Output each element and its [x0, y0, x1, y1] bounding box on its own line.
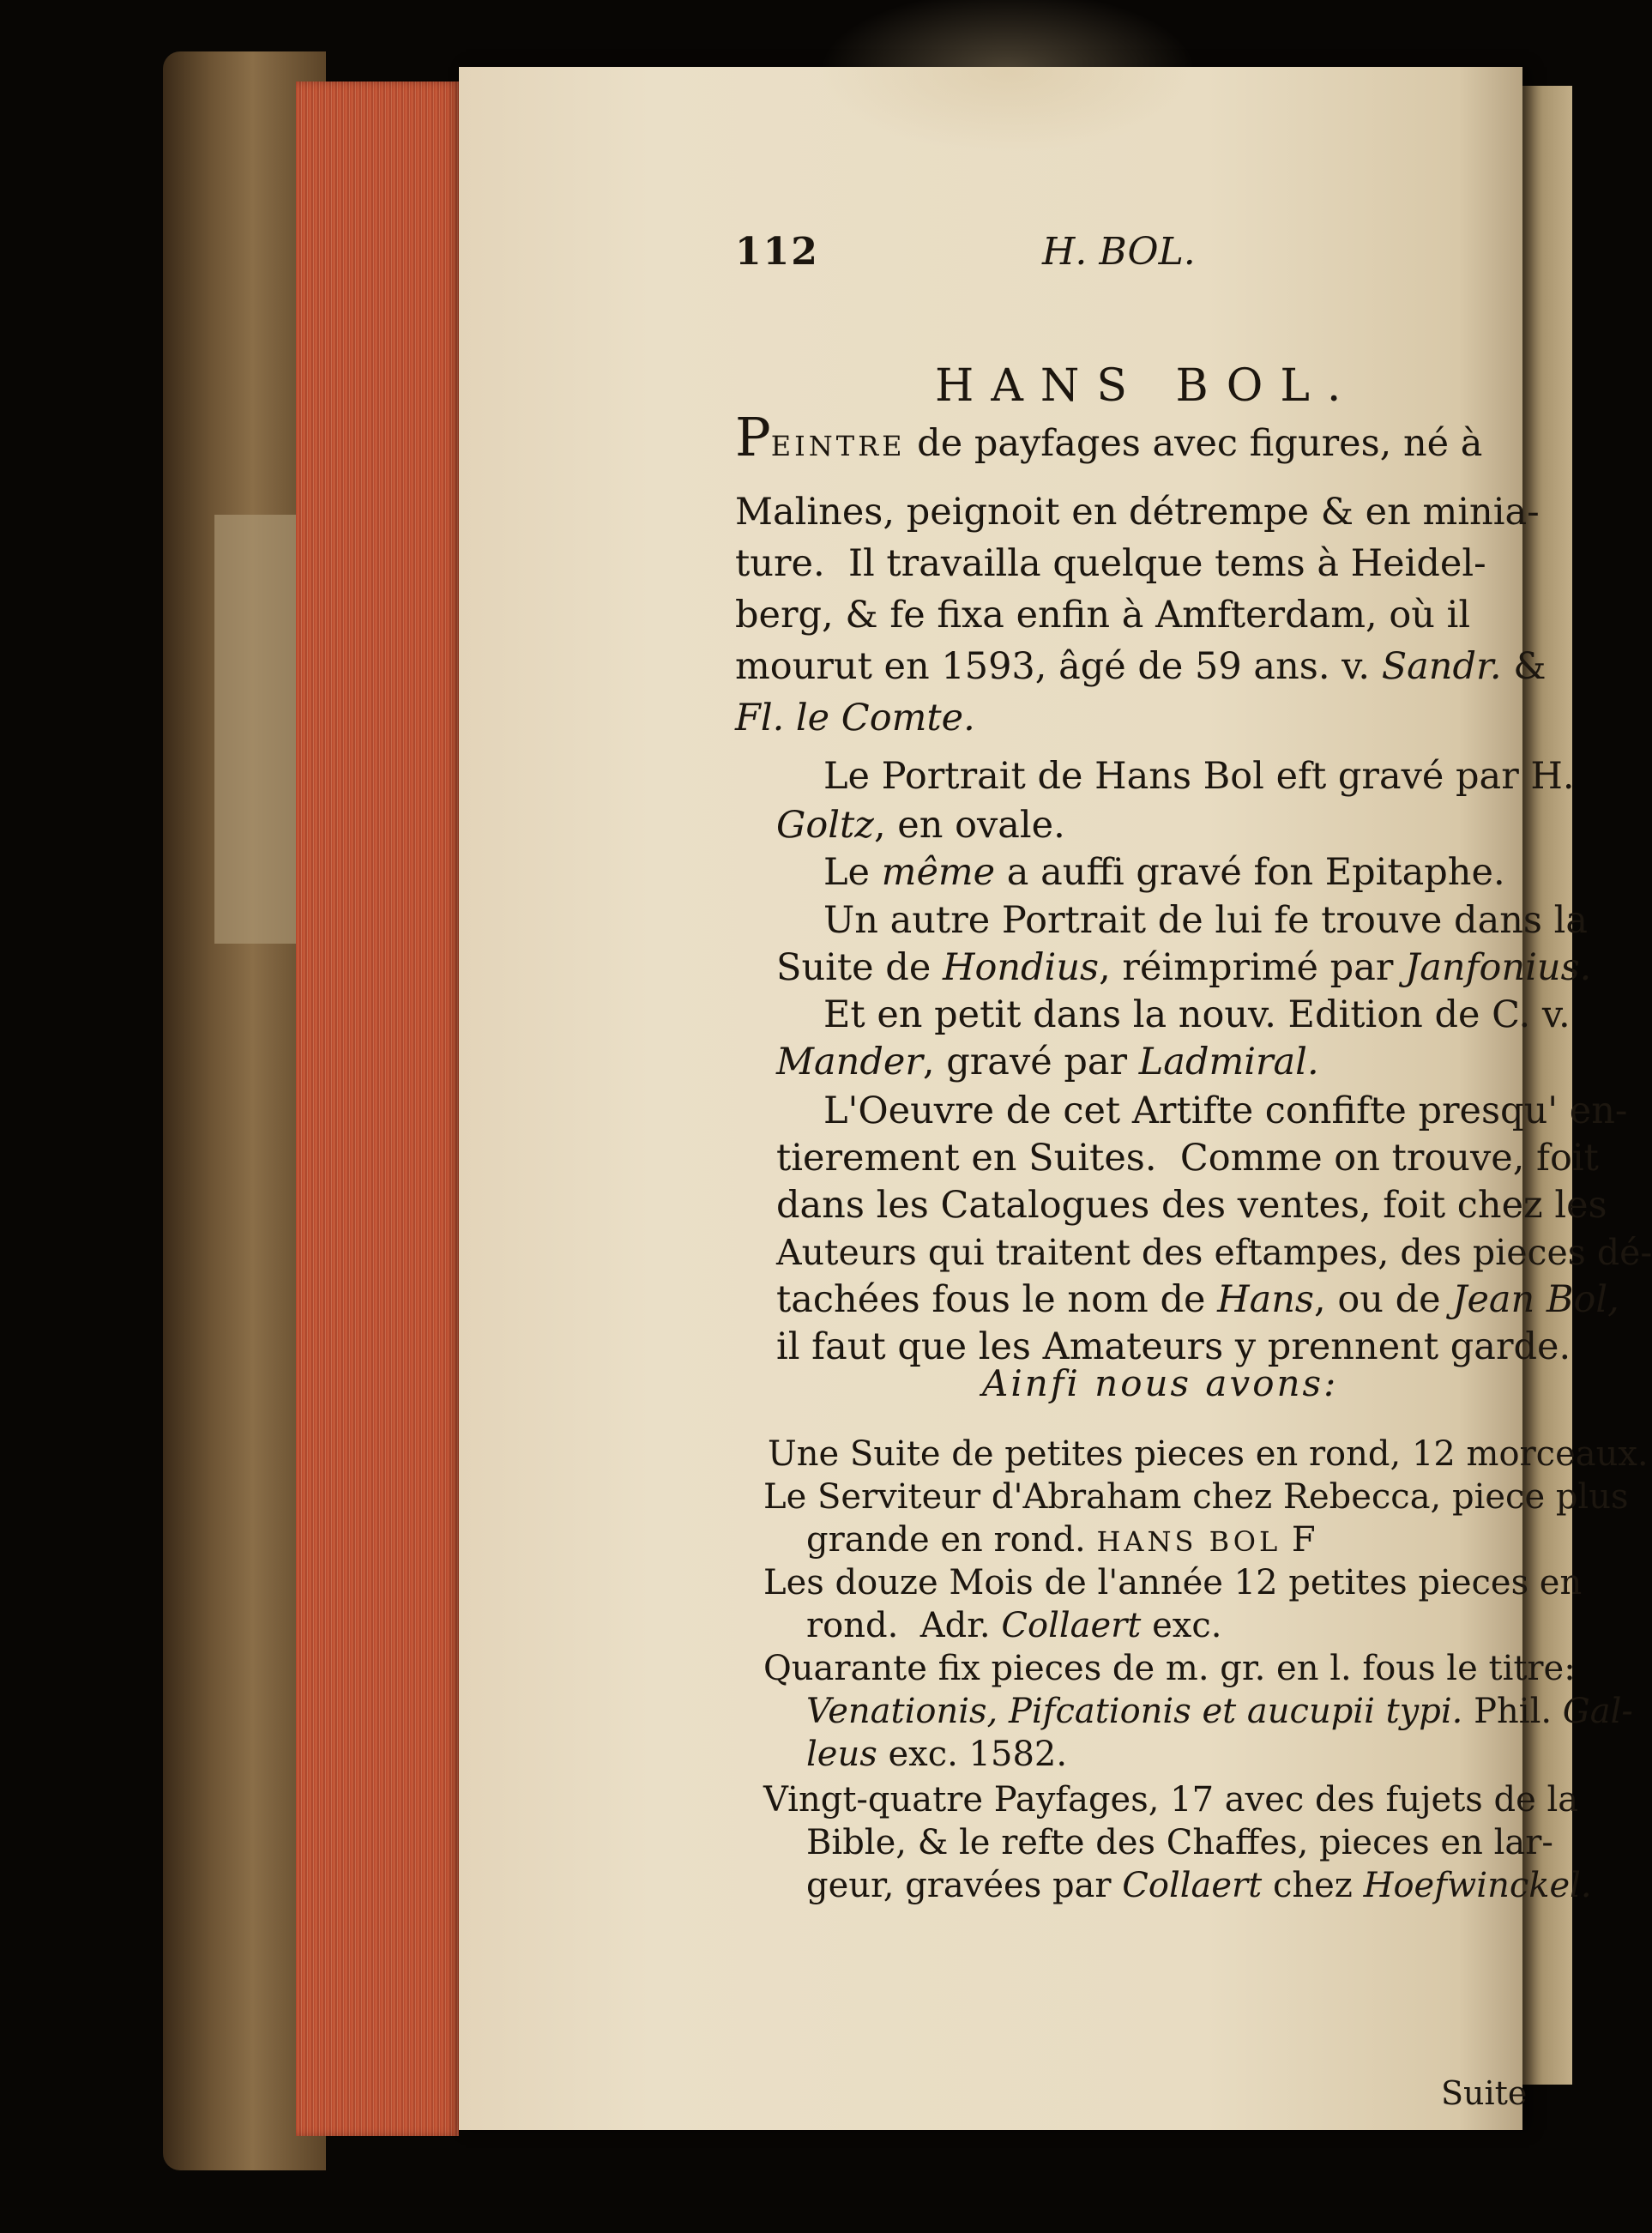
drop-cap: P: [735, 406, 771, 468]
item-5-line-1: Vingt-quatre Payfages, 17 avec des fujets de la: [763, 1780, 1579, 1820]
intro-line-6: [735, 695, 975, 741]
item-5-line-3-b: chez: [1262, 1866, 1364, 1905]
item-4-line-2-italic: Venationis, Pifcationis et aucupii typi.: [806, 1692, 1463, 1731]
portrait-line-7-italic-1: Mander: [776, 1041, 923, 1083]
portrait-line-3-b: a auffi gravé fon Epitaphe.: [995, 851, 1505, 894]
item-4-line-2-b: Phil.: [1462, 1692, 1563, 1731]
intro-line-4: berg, & fe fixa enfin à Amfterdam, où il: [735, 594, 1471, 637]
intro-line-3: ture. Il travailla quelque tems à Heidel-: [735, 542, 1486, 585]
portrait-line-1: Le Portrait de Hans Bol eft gravé par H.: [823, 755, 1575, 798]
list-heading: Ainfi nous avons:: [982, 1362, 1339, 1404]
intro-line-1-text: de payfages avec figures, né à: [905, 422, 1483, 465]
oeuvre-line-1: L'Oeuvre de cet Artifte confifte presqu' en-: [823, 1089, 1628, 1132]
portrait-line-7-italic-2: Ladmiral.: [1138, 1041, 1319, 1083]
oeuvre-line-5-b: , ou de: [1314, 1278, 1453, 1321]
portrait-line-6: Et en petit dans la nouv. Edition de C. v.: [823, 993, 1571, 1036]
item-2-line-2: [806, 1518, 1316, 1563]
item-5-line-3-italic-2: Hoefwinckel.: [1363, 1866, 1592, 1905]
item-2-smallcaps: HANS BOL: [1096, 1525, 1281, 1558]
catchword: Suite: [1441, 2074, 1528, 2112]
portrait-line-3-a: Le: [823, 851, 882, 894]
portrait-line-2: [776, 802, 1065, 848]
item-3-line-2: [806, 1604, 1221, 1647]
portrait-line-3: [823, 849, 1505, 896]
portrait-line-7-b: , gravé par: [922, 1041, 1139, 1083]
item-4-line-3-italic: leus: [806, 1735, 877, 1774]
intro-line-2: Malines, peignoit en détrempe & en minia-: [735, 491, 1540, 534]
item-4-line-3: [806, 1733, 1067, 1776]
item-4-line-1: Quarante fix pieces de m. gr. en l. fous le titre:: [763, 1649, 1576, 1688]
oeuvre-line-5: [776, 1276, 1619, 1323]
item-5-line-3-a: geur, gravées par: [806, 1866, 1123, 1905]
oeuvre-line-5-italic-2: Jean Bol,: [1452, 1278, 1619, 1321]
intro-line-5-text: mourut en 1593, âgé de 59 ans. v.: [735, 645, 1382, 688]
item-5-line-2: Bible, & le refte des Chaffes, pieces en lar-: [806, 1823, 1553, 1862]
item-5-line-3: [806, 1864, 1592, 1907]
oeuvre-line-3: dans les Catalogues des ventes, foit chez les: [776, 1184, 1607, 1227]
running-title: H. BOL.: [1042, 230, 1196, 274]
oeuvre-line-5-italic-1: Hans: [1217, 1278, 1314, 1321]
binding-spine-strip: [214, 515, 300, 944]
intro-line-6-italic: Fl. le Comte.: [735, 697, 975, 739]
smallcaps-word: EINTRE: [770, 430, 906, 462]
item-4-line-2: [806, 1690, 1633, 1733]
portrait-line-4: Un autre Portrait de lui fe trouve dans la: [823, 899, 1589, 942]
page-edges: [296, 81, 459, 2136]
portrait-line-5: [776, 944, 1591, 991]
oeuvre-line-4: Auteurs qui traitent des eftampes, des pieces dé-: [776, 1232, 1652, 1273]
portrait-line-3-italic: même: [881, 851, 996, 894]
oeuvre-line-6: il faut que les Amateurs y prennent garde.: [776, 1325, 1571, 1368]
item-3-line-1: Les douze Mois de l'année 12 petites pieces en: [763, 1563, 1583, 1602]
item-2-line-2-a: grande en rond.: [806, 1520, 1097, 1560]
item-1-line-1: Une Suite de petites pieces en rond, 12 morceaux.: [768, 1434, 1649, 1474]
intro-line-5-end: &: [1501, 645, 1546, 688]
item-2-line-2-b: F: [1281, 1520, 1316, 1560]
item-4-line-2-italic-2: Gal-: [1562, 1692, 1633, 1731]
portrait-line-2-text: , en ovale.: [873, 804, 1065, 847]
portrait-line-5-b: , réimprimé par: [1099, 946, 1406, 989]
portrait-line-5-italic-2: Janfonius.: [1405, 946, 1592, 989]
portrait-line-7: [776, 1039, 1319, 1085]
intro-line-1: [735, 406, 1483, 469]
page-number: 112: [735, 230, 819, 274]
item-3-line-2-a: rond. Adr.: [806, 1606, 1002, 1645]
portrait-line-5-a: Suite de: [776, 946, 943, 989]
intro-line-5-italic: Sandr.: [1381, 645, 1502, 688]
item-3-line-2-b: exc.: [1141, 1606, 1222, 1645]
page-text: [459, 67, 1652, 2130]
intro-line-5: [735, 643, 1546, 690]
item-3-line-2-italic: Collaert: [1001, 1606, 1142, 1645]
portrait-line-5-italic-1: Hondius: [942, 946, 1100, 989]
book-page: [459, 67, 1652, 2130]
portrait-line-2-italic: Goltz: [776, 804, 874, 847]
oeuvre-line-5-a: tachées fous le nom de: [776, 1278, 1218, 1321]
item-5-line-3-italic-1: Collaert: [1122, 1866, 1263, 1905]
item-4-line-3-b: exc. 1582.: [877, 1735, 1068, 1774]
oeuvre-line-2: tierement en Suites. Comme on trouve, foit: [776, 1137, 1599, 1180]
section-title: HANS BOL.: [935, 360, 1359, 412]
item-2-line-1: Le Serviteur d'Abraham chez Rebecca, piece plus: [763, 1477, 1629, 1517]
